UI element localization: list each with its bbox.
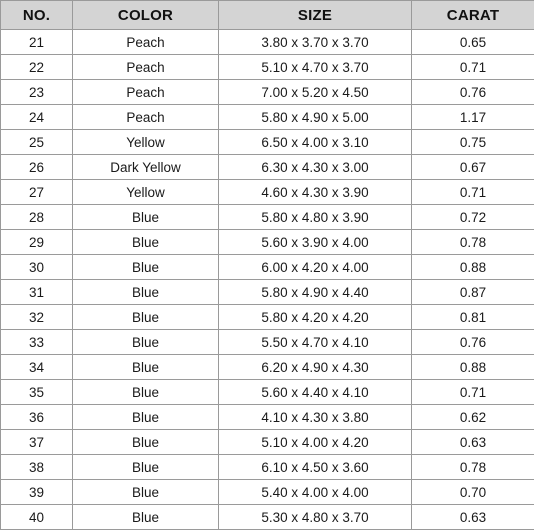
cell-carat: 0.76	[412, 330, 534, 355]
cell-no: 28	[1, 205, 73, 230]
table-row	[1, 405, 534, 430]
cell-no: 31	[1, 280, 73, 305]
cell-carat: 0.88	[412, 255, 534, 280]
cell-size: 5.80 x 4.80 x 3.90	[219, 205, 412, 230]
cell-no: 30	[1, 255, 73, 280]
cell-color: Peach	[73, 80, 219, 105]
cell-carat: 0.88	[412, 355, 534, 380]
table-row	[1, 80, 534, 105]
cell-color: Yellow	[73, 130, 219, 155]
cell-size: 4.10 x 4.30 x 3.80	[219, 405, 412, 430]
table-row	[1, 380, 534, 405]
cell-color: Blue	[73, 480, 219, 505]
cell-carat: 0.70	[412, 480, 534, 505]
table-row	[1, 105, 534, 130]
cell-carat: 0.71	[412, 180, 534, 205]
cell-size: 5.40 x 4.00 x 4.00	[219, 480, 412, 505]
cell-size: 6.50 x 4.00 x 3.10	[219, 130, 412, 155]
table-header	[1, 1, 534, 30]
table-row	[1, 130, 534, 155]
cell-no: 33	[1, 330, 73, 355]
cell-size: 7.00 x 5.20 x 4.50	[219, 80, 412, 105]
column-header-color: COLOR	[73, 1, 219, 30]
cell-carat: 0.81	[412, 305, 534, 330]
cell-no: 24	[1, 105, 73, 130]
cell-color: Blue	[73, 305, 219, 330]
cell-color: Dark Yellow	[73, 155, 219, 180]
cell-no: 23	[1, 80, 73, 105]
cell-size: 5.60 x 4.40 x 4.10	[219, 380, 412, 405]
cell-size: 6.20 x 4.90 x 4.30	[219, 355, 412, 380]
cell-no: 38	[1, 455, 73, 480]
table-row	[1, 255, 534, 280]
cell-carat: 0.62	[412, 405, 534, 430]
table-row	[1, 480, 534, 505]
cell-no: 32	[1, 305, 73, 330]
table-row	[1, 205, 534, 230]
cell-no: 25	[1, 130, 73, 155]
cell-size: 3.80 x 3.70 x 3.70	[219, 30, 412, 55]
cell-color: Blue	[73, 380, 219, 405]
cell-size: 6.30 x 4.30 x 3.00	[219, 155, 412, 180]
cell-size: 6.00 x 4.20 x 4.00	[219, 255, 412, 280]
table-row	[1, 55, 534, 80]
cell-carat: 0.63	[412, 505, 534, 530]
cell-size: 5.60 x 3.90 x 4.00	[219, 230, 412, 255]
cell-size: 5.50 x 4.70 x 4.10	[219, 330, 412, 355]
cell-color: Blue	[73, 280, 219, 305]
table-row	[1, 330, 534, 355]
cell-carat: 0.78	[412, 230, 534, 255]
table-row	[1, 280, 534, 305]
cell-carat: 0.67	[412, 155, 534, 180]
cell-carat: 0.71	[412, 55, 534, 80]
cell-size: 5.80 x 4.90 x 5.00	[219, 105, 412, 130]
cell-color: Peach	[73, 105, 219, 130]
cell-carat: 0.72	[412, 205, 534, 230]
table-row	[1, 455, 534, 480]
table-body	[1, 30, 534, 530]
cell-carat: 0.87	[412, 280, 534, 305]
cell-size: 5.10 x 4.00 x 4.20	[219, 430, 412, 455]
cell-color: Blue	[73, 430, 219, 455]
cell-carat: 0.71	[412, 380, 534, 405]
table-row	[1, 305, 534, 330]
cell-size: 6.10 x 4.50 x 3.60	[219, 455, 412, 480]
cell-no: 37	[1, 430, 73, 455]
table-row	[1, 230, 534, 255]
cell-no: 27	[1, 180, 73, 205]
cell-color: Blue	[73, 455, 219, 480]
cell-color: Blue	[73, 505, 219, 530]
cell-no: 36	[1, 405, 73, 430]
cell-size: 5.30 x 4.80 x 3.70	[219, 505, 412, 530]
cell-carat: 0.75	[412, 130, 534, 155]
cell-no: 22	[1, 55, 73, 80]
table-row	[1, 180, 534, 205]
cell-carat: 0.65	[412, 30, 534, 55]
cell-no: 40	[1, 505, 73, 530]
cell-color: Blue	[73, 205, 219, 230]
cell-color: Blue	[73, 230, 219, 255]
cell-color: Yellow	[73, 180, 219, 205]
cell-color: Peach	[73, 55, 219, 80]
cell-size: 4.60 x 4.30 x 3.90	[219, 180, 412, 205]
cell-no: 21	[1, 30, 73, 55]
cell-color: Blue	[73, 405, 219, 430]
table-row	[1, 155, 534, 180]
cell-carat: 0.76	[412, 80, 534, 105]
header-row	[1, 1, 534, 30]
cell-color: Peach	[73, 30, 219, 55]
table-row	[1, 30, 534, 55]
table-row	[1, 355, 534, 380]
cell-carat: 0.78	[412, 455, 534, 480]
cell-size: 5.10 x 4.70 x 3.70	[219, 55, 412, 80]
cell-no: 39	[1, 480, 73, 505]
column-header-no: NO.	[1, 1, 73, 30]
cell-no: 34	[1, 355, 73, 380]
cell-color: Blue	[73, 330, 219, 355]
cell-color: Blue	[73, 255, 219, 280]
column-header-size: SIZE	[219, 1, 412, 30]
cell-carat: 1.17	[412, 105, 534, 130]
table-row	[1, 505, 534, 530]
cell-size: 5.80 x 4.20 x 4.20	[219, 305, 412, 330]
cell-no: 35	[1, 380, 73, 405]
table-row	[1, 430, 534, 455]
cell-carat: 0.63	[412, 430, 534, 455]
cell-no: 29	[1, 230, 73, 255]
cell-color: Blue	[73, 355, 219, 380]
cell-no: 26	[1, 155, 73, 180]
column-header-carat: CARAT	[412, 1, 534, 30]
cell-size: 5.80 x 4.90 x 4.40	[219, 280, 412, 305]
